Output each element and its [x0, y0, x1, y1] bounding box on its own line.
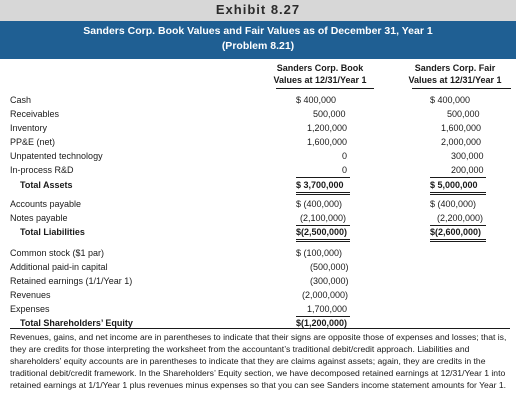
book-liabilities-underline	[296, 225, 350, 226]
book-total-assets: $ 3,700,000	[296, 180, 344, 190]
fair-assets-double-underline	[430, 192, 486, 195]
book-additional-paid-in-capital: (500,000)	[310, 262, 349, 272]
book-assets-underline	[296, 177, 350, 178]
fair-cash: $ 400,000	[430, 95, 471, 105]
fair-in-process-rd: 200,000	[451, 165, 484, 175]
row-label-notes-payable: Notes payable	[10, 213, 68, 223]
book-notes-payable: (2,100,000)	[300, 213, 347, 223]
book-retained-earnings: (300,000)	[310, 276, 349, 286]
book-total-shareholders-equity: $(1,200,000)	[296, 318, 348, 328]
book-expenses: 1,700,000	[307, 304, 348, 314]
row-label-ppe: PP&E (net)	[10, 137, 56, 147]
book-assets-double-underline	[296, 192, 350, 195]
fair-notes-payable: (2,200,000)	[437, 213, 484, 223]
row-label-retained-earnings: Retained earnings (1/1/Year 1)	[10, 276, 133, 286]
row-label-accounts-payable: Accounts payable	[10, 199, 82, 209]
fair-liabilities-double-underline	[430, 239, 486, 242]
book-common-stock: $ (100,000)	[296, 248, 343, 258]
book-ppe: 1,600,000	[307, 137, 348, 147]
row-label-total-assets: Total Assets	[20, 180, 73, 190]
row-label-expenses: Expenses	[10, 304, 50, 314]
row-label-unpatented-technology: Unpatented technology	[10, 151, 103, 161]
note-divider	[10, 328, 510, 329]
row-label-additional-paid-in-capital: Additional paid-in capital	[10, 262, 108, 272]
row-label-receivables: Receivables	[10, 109, 60, 119]
row-label-revenues: Revenues	[10, 290, 51, 300]
row-label-common-stock: Common stock ($1 par)	[10, 248, 105, 258]
fair-inventory: 1,600,000	[441, 123, 482, 133]
fair-ppe: 2,000,000	[441, 137, 482, 147]
book-accounts-payable: $ (400,000)	[296, 199, 343, 209]
fair-liabilities-underline	[430, 225, 486, 226]
table-note: Revenues, gains, and net income are in parentheses to indicate that their signs are opposite those of expenses and losses; that is, they are credits for those interpreting the worksheet from the accountant’s traditional debit/credit approach. Liabilities and shareholders’ equity accounts are in parentheses to indicate that they are claims against assets; again, they are credits in the traditional debit/credit framework. In the Shareholders’ Equity section, we have decomposed retained earnings at 12/31/Year 1 into retained earnings at 1/1/Year 1 plus revenues minus expenses so that you can see Sanders income statement amounts for Year 1.	[10, 332, 507, 390]
fair-header-rule	[412, 88, 511, 89]
title-band	[0, 21, 516, 59]
row-label-total-liabilities: Total Liabilities	[20, 227, 85, 237]
fair-assets-underline	[430, 177, 486, 178]
book-header-line2: Values at 12/31/Year 1	[273, 75, 367, 85]
table-title: Sanders Corp. Book Values and Fair Values as of December 31, Year 1	[83, 25, 433, 37]
book-equity-underline	[296, 316, 350, 317]
book-receivables: 500,000	[313, 109, 346, 119]
fair-accounts-payable: $ (400,000)	[430, 199, 477, 209]
row-label-total-shareholders-equity: Total Shareholders’ Equity	[20, 318, 133, 328]
fair-header-line1: Sanders Corp. Fair	[414, 63, 496, 73]
fair-total-assets: $ 5,000,000	[430, 180, 478, 190]
book-in-process-rd: 0	[342, 165, 348, 175]
fair-header-line2: Values at 12/31/Year 1	[408, 75, 502, 85]
fair-receivables: 500,000	[447, 109, 480, 119]
book-header-line1: Sanders Corp. Book	[276, 63, 364, 73]
book-total-liabilities: $(2,500,000)	[296, 227, 348, 237]
row-label-in-process-rd: In-process R&D	[10, 165, 74, 175]
table-subtitle: (Problem 8.21)	[221, 40, 295, 52]
fair-total-liabilities: $(2,600,000)	[430, 227, 482, 237]
book-liabilities-double-underline	[296, 239, 350, 242]
fair-values-header	[395, 62, 515, 86]
book-cash: $ 400,000	[296, 95, 337, 105]
row-label-cash: Cash	[10, 95, 32, 105]
book-values-header	[260, 62, 380, 86]
row-label-inventory: Inventory	[10, 123, 48, 133]
book-unpatented-technology: 0	[342, 151, 348, 161]
fair-unpatented-technology: 300,000	[451, 151, 484, 161]
book-inventory: 1,200,000	[307, 123, 348, 133]
book-header-rule	[276, 88, 374, 89]
exhibit-label: Exhibit 8.27	[215, 2, 301, 17]
book-revenues: (2,000,000)	[302, 290, 349, 300]
